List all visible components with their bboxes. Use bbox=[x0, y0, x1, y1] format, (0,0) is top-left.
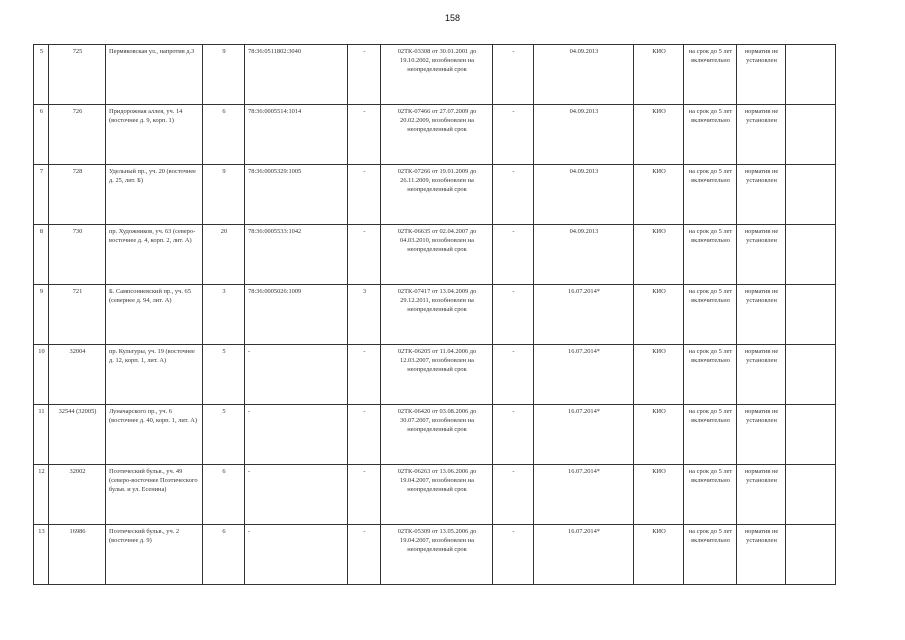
row-number: 7 bbox=[34, 165, 49, 225]
object-id: 728 bbox=[49, 165, 106, 225]
table-row bbox=[34, 285, 836, 345]
value-3: - bbox=[493, 525, 534, 585]
value-2: - bbox=[348, 225, 381, 285]
date: 16.07.2014* bbox=[534, 285, 634, 345]
value-3: - bbox=[493, 285, 534, 345]
address: Удельный пр., уч. 20 (восточнее д. 25, лит. Б) bbox=[106, 165, 203, 225]
object-id: 32544 (32005) bbox=[49, 405, 106, 465]
area-value: 5 bbox=[203, 405, 245, 465]
empty-cell bbox=[786, 405, 836, 465]
table-row bbox=[34, 525, 836, 585]
area-value: 5 bbox=[203, 345, 245, 405]
object-id: 730 bbox=[49, 225, 106, 285]
cadastral-number: 78:36:0005533:1042 bbox=[245, 225, 348, 285]
address: Б. Сампсониевский пр., уч. 65 (севернее д. 94, лит. А) bbox=[106, 285, 203, 345]
area-value: 6 bbox=[203, 105, 245, 165]
table-row bbox=[34, 225, 836, 285]
cadastral-number: 78:36:0005329:1005 bbox=[245, 165, 348, 225]
organization: КИО bbox=[634, 165, 684, 225]
value-2: - bbox=[348, 165, 381, 225]
license-info: 02ТК-06205 от 11.04.2006 до 12.03.2007, возобновлен на неопределенный срок bbox=[381, 345, 493, 405]
address: Придорожная аллея, уч. 14 (восточнее д. 9, корп. 1) bbox=[106, 105, 203, 165]
license-info: 02ТК-06263 от 13.06.2006 до 19.04.2007, возобновлен на неопределенный срок bbox=[381, 465, 493, 525]
organization: КИО bbox=[634, 405, 684, 465]
license-info: 02ТК-05309 от 13.05.2006 до 19.04.2007, возобновлен на неопределенный срок bbox=[381, 525, 493, 585]
license-info: 02ТК-07417 от 13.04.2009 до 29.12.2011, возобновлен на неопределенный срок bbox=[381, 285, 493, 345]
value-2: - bbox=[348, 45, 381, 105]
page-number: 158 bbox=[444, 13, 461, 23]
date: 04.09.2013 bbox=[534, 225, 634, 285]
area-value: 6 bbox=[203, 465, 245, 525]
area-value: 6 bbox=[203, 525, 245, 585]
value-3: - bbox=[493, 345, 534, 405]
value-2: - bbox=[348, 465, 381, 525]
organization: КИО bbox=[634, 285, 684, 345]
table-body bbox=[34, 45, 836, 585]
table-row bbox=[34, 165, 836, 225]
cadastral-number: 78:36:0005514:1014 bbox=[245, 105, 348, 165]
row-number: 5 bbox=[34, 45, 49, 105]
empty-cell bbox=[786, 105, 836, 165]
object-id: 16986 bbox=[49, 525, 106, 585]
term: на срок до 5 лет включительно bbox=[684, 405, 737, 465]
object-id: 726 bbox=[49, 105, 106, 165]
term: на срок до 5 лет включительно bbox=[684, 165, 737, 225]
norm: норматив не установлен bbox=[737, 465, 786, 525]
table-row bbox=[34, 105, 836, 165]
value-3: - bbox=[493, 405, 534, 465]
area-value: 3 bbox=[203, 285, 245, 345]
organization: КИО bbox=[634, 45, 684, 105]
term: на срок до 5 лет включительно bbox=[684, 525, 737, 585]
license-info: 02ТК-03308 от 30.01.2001 до 19.10.2002, возобновлен на неопределенный срок bbox=[381, 45, 493, 105]
row-number: 10 bbox=[34, 345, 49, 405]
license-info: 02ТК-06635 от 02.04.2007 до 04.03.2010, возобновлен на неопределенный срок bbox=[381, 225, 493, 285]
empty-cell bbox=[786, 45, 836, 105]
row-number: 8 bbox=[34, 225, 49, 285]
organization: КИО bbox=[634, 525, 684, 585]
value-3: - bbox=[493, 45, 534, 105]
norm: норматив не установлен bbox=[737, 45, 786, 105]
value-3: - bbox=[493, 165, 534, 225]
empty-cell bbox=[786, 285, 836, 345]
row-number: 11 bbox=[34, 405, 49, 465]
empty-cell bbox=[786, 165, 836, 225]
date: 04.09.2013 bbox=[534, 105, 634, 165]
address: Луначарского пр., уч. 6 (восточнее д. 40, корп. 1, лит. А) bbox=[106, 405, 203, 465]
area-value: 9 bbox=[203, 45, 245, 105]
term: на срок до 5 лет включительно bbox=[684, 225, 737, 285]
organization: КИО bbox=[634, 105, 684, 165]
cadastral-number: - bbox=[245, 405, 348, 465]
value-2: - bbox=[348, 345, 381, 405]
document-table bbox=[33, 44, 836, 585]
term: на срок до 5 лет включительно bbox=[684, 465, 737, 525]
table-row bbox=[34, 405, 836, 465]
object-id: 32002 bbox=[49, 465, 106, 525]
cadastral-number: - bbox=[245, 525, 348, 585]
value-2: - bbox=[348, 525, 381, 585]
organization: КИО bbox=[634, 465, 684, 525]
norm: норматив не установлен bbox=[737, 345, 786, 405]
row-number: 13 bbox=[34, 525, 49, 585]
area-value: 9 bbox=[203, 165, 245, 225]
date: 04.09.2013 bbox=[534, 45, 634, 105]
term: на срок до 5 лет включительно bbox=[684, 45, 737, 105]
object-id: 725 bbox=[49, 45, 106, 105]
date: 16.07.2014* bbox=[534, 405, 634, 465]
area-value: 20 bbox=[203, 225, 245, 285]
cadastral-number: - bbox=[245, 345, 348, 405]
address: Пермяковская ул., напротив д.3 bbox=[106, 45, 203, 105]
address: пр. Художников, уч. 63 (северо-восточнее д. 4, корп. 2, лит. А) bbox=[106, 225, 203, 285]
date: 04.09.2013 bbox=[534, 165, 634, 225]
address: Поэтический бульв., уч. 2 (восточнее д. 9) bbox=[106, 525, 203, 585]
table-row bbox=[34, 45, 836, 105]
license-info: 02ТК-06420 от 03.08.2006 до 30.07.2007, возобновлен на неопределенный срок bbox=[381, 405, 493, 465]
value-3: - bbox=[493, 105, 534, 165]
address: Поэтический бульв., уч. 49 (северо-восточнее Поэтического бульв. и ул. Есенина) bbox=[106, 465, 203, 525]
value-2: - bbox=[348, 405, 381, 465]
organization: КИО bbox=[634, 225, 684, 285]
norm: норматив не установлен bbox=[737, 285, 786, 345]
term: на срок до 5 лет включительно bbox=[684, 105, 737, 165]
row-number: 9 bbox=[34, 285, 49, 345]
license-info: 02ТК-07266 от 19.01.2009 до 26.11.2009, возобновлен на неопределенный срок bbox=[381, 165, 493, 225]
cadastral-number: 78:36:0005026:1009 bbox=[245, 285, 348, 345]
value-3: - bbox=[493, 225, 534, 285]
object-id: 721 bbox=[49, 285, 106, 345]
row-number: 12 bbox=[34, 465, 49, 525]
norm: норматив не установлен bbox=[737, 105, 786, 165]
cadastral-number: - bbox=[245, 465, 348, 525]
date: 16.07.2014* bbox=[534, 465, 634, 525]
date: 16.07.2014* bbox=[534, 525, 634, 585]
empty-cell bbox=[786, 345, 836, 405]
empty-cell bbox=[786, 465, 836, 525]
license-info: 02ТК-07466 от 27.07.2009 до 20.02.2009, возобновлен на неопределенный срок bbox=[381, 105, 493, 165]
norm: норматив не установлен bbox=[737, 165, 786, 225]
value-2: 3 bbox=[348, 285, 381, 345]
table-row bbox=[34, 345, 836, 405]
term: на срок до 5 лет включительно bbox=[684, 345, 737, 405]
table-row bbox=[34, 465, 836, 525]
object-id: 32004 bbox=[49, 345, 106, 405]
cadastral-number: 78:36:0511802:3040 bbox=[245, 45, 348, 105]
norm: норматив не установлен bbox=[737, 405, 786, 465]
date: 16.07.2014* bbox=[534, 345, 634, 405]
address: пр. Культуры, уч. 19 (восточнее д. 12, корп. 1, лит. А) bbox=[106, 345, 203, 405]
value-3: - bbox=[493, 465, 534, 525]
value-2: - bbox=[348, 105, 381, 165]
empty-cell bbox=[786, 225, 836, 285]
organization: КИО bbox=[634, 345, 684, 405]
norm: норматив не установлен bbox=[737, 225, 786, 285]
term: на срок до 5 лет включительно bbox=[684, 285, 737, 345]
norm: норматив не установлен bbox=[737, 525, 786, 585]
row-number: 6 bbox=[34, 105, 49, 165]
empty-cell bbox=[786, 525, 836, 585]
